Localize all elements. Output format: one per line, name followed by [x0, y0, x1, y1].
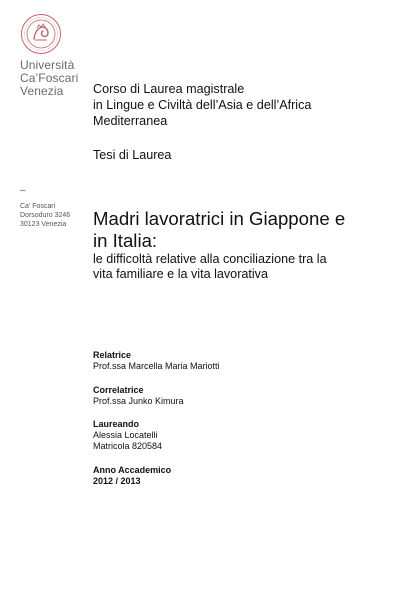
correlatrice-label: Correlatrice	[93, 385, 144, 395]
relatrice-label: Relatrice	[93, 350, 132, 360]
thesis-title	[93, 208, 403, 282]
course-line: in Lingue e Civiltà dell’Asia e dell’Africa	[93, 98, 312, 112]
address-line: 30123 Venezia	[20, 221, 67, 228]
correlatrice-value: Prof.ssa Junko Kimura	[93, 396, 184, 406]
course-line: Corso di Laurea magistrale	[93, 82, 245, 96]
laureando-block	[93, 419, 353, 452]
university-name-line: Venezia	[20, 84, 64, 98]
address-block	[20, 186, 90, 229]
university-name-line: Ca’Foscari	[20, 71, 79, 85]
laureando-matricola: Matricola 820584	[93, 441, 163, 451]
university-logo	[20, 14, 90, 98]
relatrice-block	[93, 350, 353, 372]
address-dash: –	[20, 185, 26, 196]
correlatrice-block	[93, 385, 353, 407]
relatrice-value: Prof.ssa Marcella Maria Mariotti	[93, 361, 220, 371]
anno-value: 2012 / 2013	[93, 476, 141, 486]
thesis-type: Tesi di Laurea	[93, 148, 172, 162]
address-line: Dorsoduro 3246	[20, 212, 71, 219]
university-name	[20, 59, 90, 98]
course-line: Mediterranea	[93, 114, 168, 128]
university-seal-icon	[21, 14, 61, 54]
subtitle-line: le difficoltà relative alla conciliazione tra la	[93, 252, 327, 266]
university-name-line: Università	[20, 58, 75, 72]
laureando-name: Alessia Locatelli	[93, 430, 158, 440]
anno-label: Anno Accademico	[93, 465, 172, 475]
laureando-label: Laureando	[93, 419, 140, 429]
title-line: Madri lavoratrici in Giappone e	[93, 208, 346, 229]
anno-block	[93, 465, 353, 487]
course-name	[93, 81, 393, 129]
subtitle-line: vita familiare e la vita lavorativa	[93, 267, 268, 281]
address-line: Ca’ Foscari	[20, 203, 56, 210]
title-line: in Italia:	[93, 230, 158, 251]
